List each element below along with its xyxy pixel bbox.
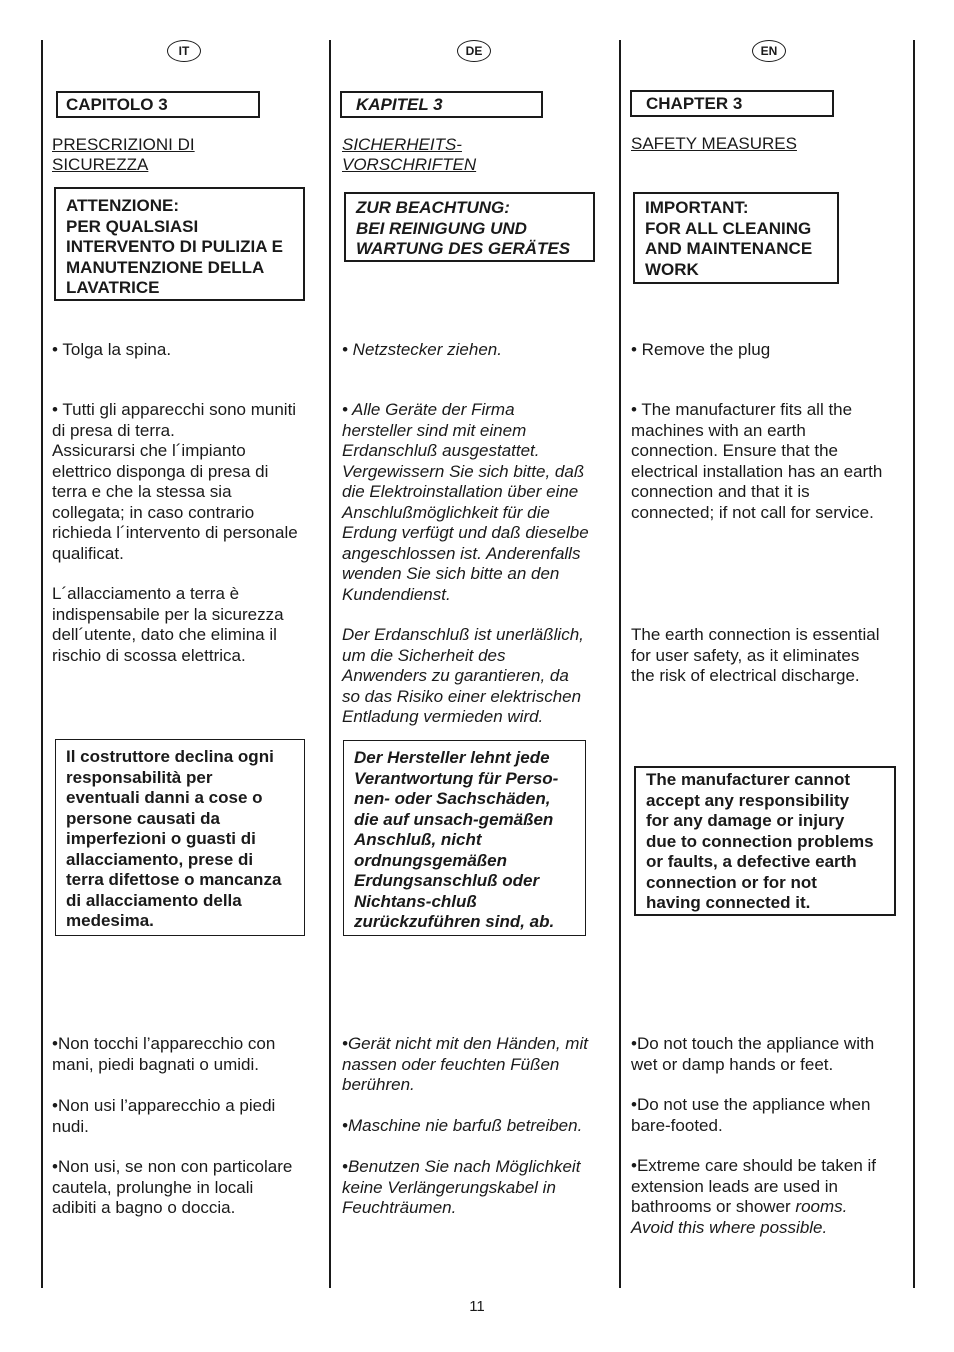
instruction-unplug-en: • Remove the plug <box>631 340 771 359</box>
instruction-earth-de: • Alle Geräte der Firma hersteller sind mit einem Erdanschluß ausgestattet. Vergewissern Sie sich bitte, daß die Elektroinstallation über eine Anschlußmöglichkeit für die Erdung verfügt und daß dieselbe angeschlossen ist. Anderenfalls wenden Sie sich bitte an den Kundendienst. <box>342 400 589 604</box>
warning-box-it: ATTENZIONE: PER QUALSIASI INTERVENTO DI PULIZIA E MANUTENZIONE DELLA LAVATRICE <box>54 187 305 301</box>
column-divider-right <box>913 40 915 1288</box>
language-badge-de: DE <box>457 40 491 62</box>
section-title-it-line1: PRESCRIZIONI DI <box>52 135 195 154</box>
language-badge-en: EN <box>752 40 786 62</box>
disclaimer-box-en: The manufacturer cannot accept any responsibility for any damage or injury due to connection problems or faults, a defective earth connection or for not having connected it. <box>634 766 896 916</box>
instruction-extension-it: •Non usi, se non con particolare cautela, prolunghe in locali adibiti a bagno o doccia. <box>52 1157 293 1217</box>
section-title-it-line2: SICUREZZA <box>52 155 149 174</box>
earth-importance-it: L´allacciamento a terra è indispensabile per la sicurezza dell´utente, dato che elimina il rischio di scossa elettrica. <box>52 584 284 665</box>
instruction-extension-de: •Benutzen Sie nach Möglichkeit keine Verlängerungskabel in Feuchträumen. <box>342 1157 581 1217</box>
instruction-wet-hands-it: •Non tocchi l’apparecchio con mani, piedi bagnati o umidi. <box>52 1034 276 1074</box>
warning-box-de: ZUR BEACHTUNG: BEI REINIGUNG UND WARTUNG DES GERÄTES <box>344 192 595 262</box>
instruction-earth-it: • Tutti gli apparecchi sono muniti di presa di terra. Assicurarsi che l´impianto elettrico disponga di presa di terra e che la stessa sia collegata; in caso contrario richieda l´intervento di personale qualificat. <box>52 400 298 563</box>
disclaimer-box-de: Der Hersteller lehnt jede Verantwortung für Perso- nen- oder Sachschäden, die auf unsach-gemäßen Anschluß, nicht ordnungsgemäßen Erdungsanschluß oder Nichtans-chluß zurückzuführen sind, ab. <box>343 740 586 936</box>
earth-importance-de: Der Erdanschluß ist unerläßlich, um die Sicherheit des Anwenders zu garantieren, da so das Risiko einer elektrischen Entladung vermieden wird. <box>342 625 584 726</box>
earth-importance-en: The earth connection is essential for user safety, as it eliminates the risk of electrical discharge. <box>631 625 880 685</box>
column-divider-2 <box>619 40 621 1288</box>
chapter-heading-de: KAPITEL 3 <box>340 91 543 118</box>
instruction-barefoot-it: •Non usi l’apparecchio a piedi nudi. <box>52 1096 276 1136</box>
instruction-extension-en-text: •Extreme care should be taken if extension leads are used in bathrooms or shower <box>631 1156 877 1216</box>
section-title-en: SAFETY MEASURES <box>631 134 797 153</box>
column-divider-left <box>41 40 43 1288</box>
language-badge-it: IT <box>167 40 201 62</box>
instruction-wet-hands-en: •Do not touch the appliance with wet or damp hands or feet. <box>631 1034 875 1074</box>
section-title-de-line2: VORSCHRIFTEN <box>342 155 477 174</box>
instruction-barefoot-de: •Maschine nie barfuß betreiben. <box>342 1116 583 1135</box>
instruction-earth-en: • The manufacturer fits all the machines with an earth connection. Ensure that the electrical installation has an earth connection and that it is connected; if not call for service. <box>631 400 883 522</box>
instruction-extension-en <box>631 1156 876 1238</box>
column-divider-1 <box>329 40 331 1288</box>
chapter-heading-it: CAPITOLO 3 <box>56 91 260 118</box>
page-number: 11 <box>469 1298 485 1315</box>
warning-box-en: IMPORTANT: FOR ALL CLEANING AND MAINTENANCE WORK <box>633 192 839 284</box>
disclaimer-box-it: Il costruttore declina ogni responsabilità per eventuali danni a cose o persone causati da imperfezioni o guasti di allacciamento, prese di terra difettose o mancanza di allacciamento della medesima. <box>55 739 305 936</box>
section-title-de-line1: SICHERHEITS- <box>342 135 462 154</box>
instruction-unplug-it: • Tolga la spina. <box>52 340 172 359</box>
chapter-heading-en: CHAPTER 3 <box>630 90 834 117</box>
instruction-barefoot-en: •Do not use the appliance when bare-footed. <box>631 1095 871 1135</box>
instruction-unplug-de: • Netzstecker ziehen. <box>342 340 502 359</box>
instruction-wet-hands-de: •Gerät nicht mit den Händen, mit nassen oder feuchten Füßen berühren. <box>342 1034 588 1094</box>
instruction-extension-en-italic: rooms. Avoid this where possible. <box>631 1197 848 1237</box>
